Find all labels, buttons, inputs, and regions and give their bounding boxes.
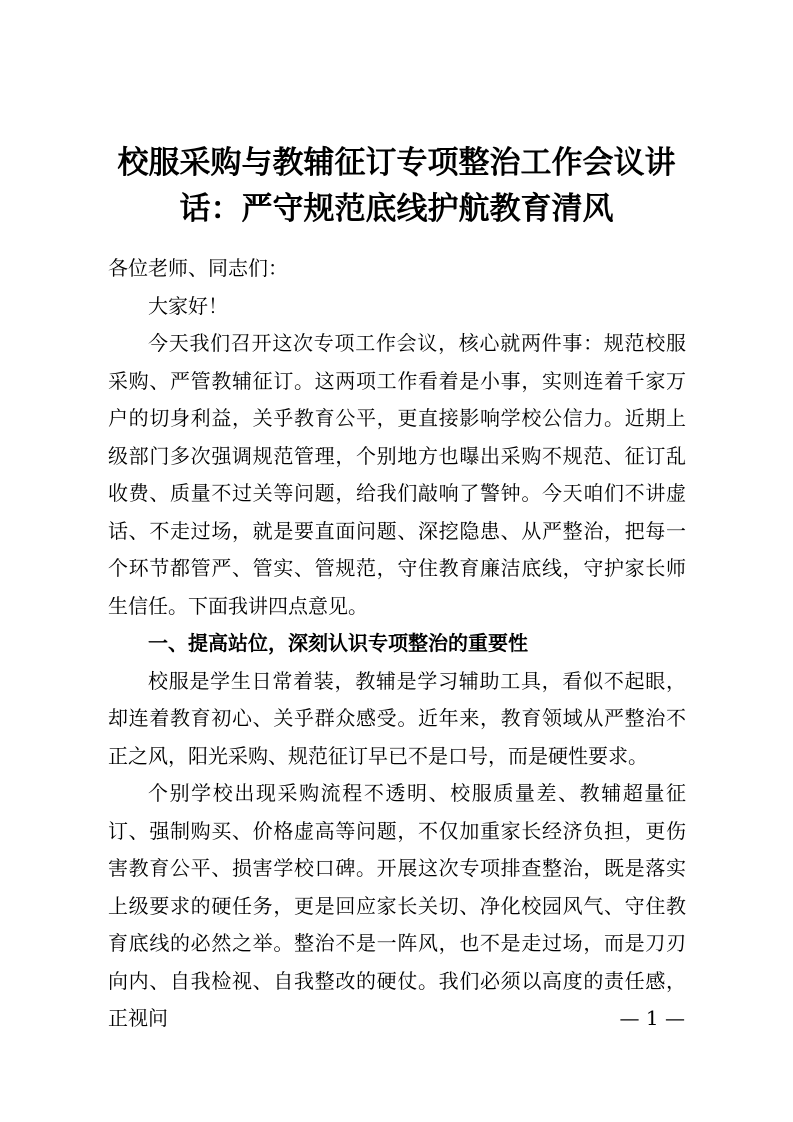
page-number: — 1 — (619, 1006, 685, 1030)
greeting: 大家好！ (148, 293, 228, 318)
document-body (108, 250, 686, 1038)
section1-paragraph-2: 个别学校出现采购流程不透明、校服质量差、教辅超量征订、强制购买、价格虚高等问题，不仅加重家长经济负担，更伤害教育公平、损害学校口碑。开展这次专项排查整治，既是落实上级要求的硬任务，更是回应家长关切、净化校园风气、守住教育底线的必然之举。整治不是一阵风，也不是走过场，而是刀刃向内、自我检视、自我整改的硬仗。我们必须以高度的责任感，正视问 (108, 781, 686, 1030)
section-heading-1: 一、提高站位，深刻认识专项整治的重要性 (148, 631, 528, 655)
title-line-2: 话：严守规范底线护航教育清风 (179, 191, 614, 227)
section1-paragraph-1: 校服是学生日常着装，教辅是学习辅助工具，看似不起眼，却连着教育初心、关乎群众感受。近年来，教育领域从严整治不正之风，阳光采购、规范征订早已不是口号，而是硬性要求。 (108, 668, 686, 768)
intro-paragraph: 今天我们召开这次专项工作会议，核心就两件事：规范校服采购、严管教辅征订。这两项工作看着是小事，实则连着千家万户的切身利益，关乎教育公平，更直接影响学校公信力。近期上级部门多次强调规范管理，个别地方也曝出采购不规范、征订乱收费、质量不过关等问题，给我们敲响了警钟。今天咱们不讲虚话、不走过场，就是要直面问题、深挖隐患、从严整治，把每一个环节都管严、管实、管规范，守住教育廉洁底线，守护家长师生信任。下面我讲四点意见。 (108, 331, 686, 618)
document-title (90, 140, 703, 232)
title-line-1: 校服采购与教辅征订专项整治工作会议讲 (117, 145, 676, 181)
salutation: 各位老师、同志们： (108, 256, 288, 280)
